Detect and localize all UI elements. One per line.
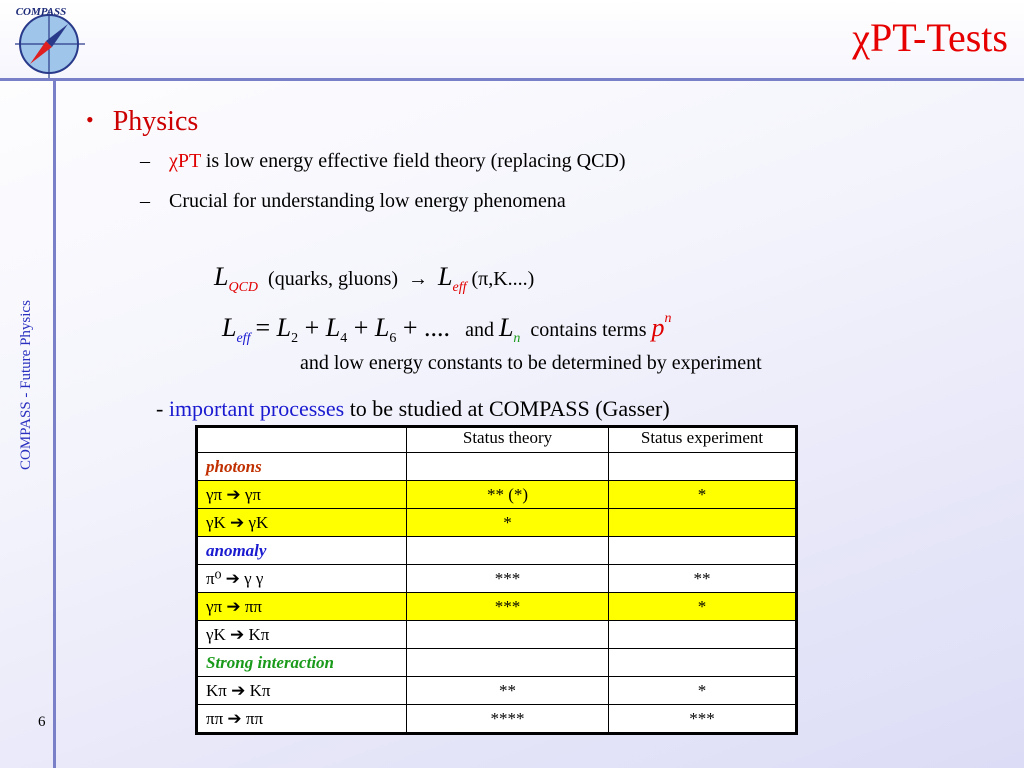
sidebar-label: COMPASS - Future Physics — [18, 300, 34, 470]
experiment-status-cell: ** — [609, 565, 797, 593]
formula-note: and low energy constants to be determined by experiment — [300, 352, 762, 374]
process-cell: Kπ ➔ Kπ — [197, 677, 407, 705]
slide-title: χPT-Tests — [852, 15, 1008, 60]
table-header-row — [197, 427, 797, 453]
process-cell: γK ➔ γK — [197, 509, 407, 537]
dash-icon: – — [140, 190, 150, 212]
theory-status-cell — [407, 621, 609, 649]
table-row — [197, 621, 797, 649]
bullet-dot-icon: • — [86, 107, 94, 132]
experiment-status-cell: * — [609, 593, 797, 621]
header-divider — [0, 78, 1024, 81]
category-label: photons — [197, 453, 407, 481]
important-processes-line: - important processes to be studied at COMPASS (Gasser) — [156, 396, 670, 421]
sub-item-crucial — [140, 190, 566, 213]
experiment-status-cell: * — [609, 481, 797, 509]
bullet-physics — [86, 106, 198, 138]
experiment-status-cell — [609, 453, 797, 481]
theory-status-cell: **** — [407, 705, 609, 734]
experiment-status-cell — [609, 537, 797, 565]
table-category-row — [197, 537, 797, 565]
sub-item-text: Crucial for understanding low energy phenomena — [169, 190, 566, 212]
bullet-text: Physics — [112, 106, 199, 137]
arrow-icon: → — [408, 268, 429, 290]
theory-status-cell — [407, 649, 609, 677]
table-row — [197, 481, 797, 509]
table-row — [197, 677, 797, 705]
process-cell: γπ ➔ ππ — [197, 593, 407, 621]
theory-status-cell: *** — [407, 565, 609, 593]
experiment-status-cell — [609, 509, 797, 537]
sub-item-text: is low energy effective field theory (replacing QCD) — [205, 150, 626, 172]
table-category-row — [197, 453, 797, 481]
table-header-cell: Status theory — [407, 427, 609, 453]
dash-icon: – — [140, 150, 150, 172]
process-table — [195, 425, 798, 735]
table-header-cell: Status experiment — [609, 427, 797, 453]
theory-status-cell — [407, 537, 609, 565]
table-row — [197, 593, 797, 621]
table-category-row — [197, 649, 797, 677]
experiment-status-cell: * — [609, 677, 797, 705]
logo-text: COMPASS — [15, 6, 67, 18]
sidebar-divider — [53, 78, 56, 768]
formula-lqcd: $L_{QCD}$ (quarks, gluons) → $L_{eff}$ (π,K....) — [214, 262, 535, 295]
table-row — [197, 705, 797, 734]
process-cell: γπ ➔ γπ — [197, 481, 407, 509]
table-row — [197, 509, 797, 537]
theory-status-cell: * — [407, 509, 609, 537]
chipt-term: χPT — [169, 150, 201, 172]
compass-logo — [13, 8, 91, 78]
process-cell: γK ➔ Kπ — [197, 621, 407, 649]
sub-item-chipt — [140, 150, 626, 173]
theory-status-cell: ** — [407, 677, 609, 705]
page-number: 6 — [38, 714, 46, 730]
experiment-status-cell — [609, 621, 797, 649]
process-cell: π⁰ ➔ γ γ — [197, 565, 407, 593]
theory-status-cell: ** (*) — [407, 481, 609, 509]
table-header-cell — [197, 427, 407, 453]
formula-leff: $L_{eff} = L_2 + L_4 + L_6$ + .... and $L_n$ contains terms $p^n$ — [222, 311, 672, 346]
theory-status-cell — [407, 453, 609, 481]
table-row — [197, 565, 797, 593]
theory-status-cell: *** — [407, 593, 609, 621]
experiment-status-cell — [609, 649, 797, 677]
category-label: anomaly — [197, 537, 407, 565]
process-cell: ππ ➔ ππ — [197, 705, 407, 734]
category-label: Strong interaction — [197, 649, 407, 677]
experiment-status-cell: *** — [609, 705, 797, 734]
